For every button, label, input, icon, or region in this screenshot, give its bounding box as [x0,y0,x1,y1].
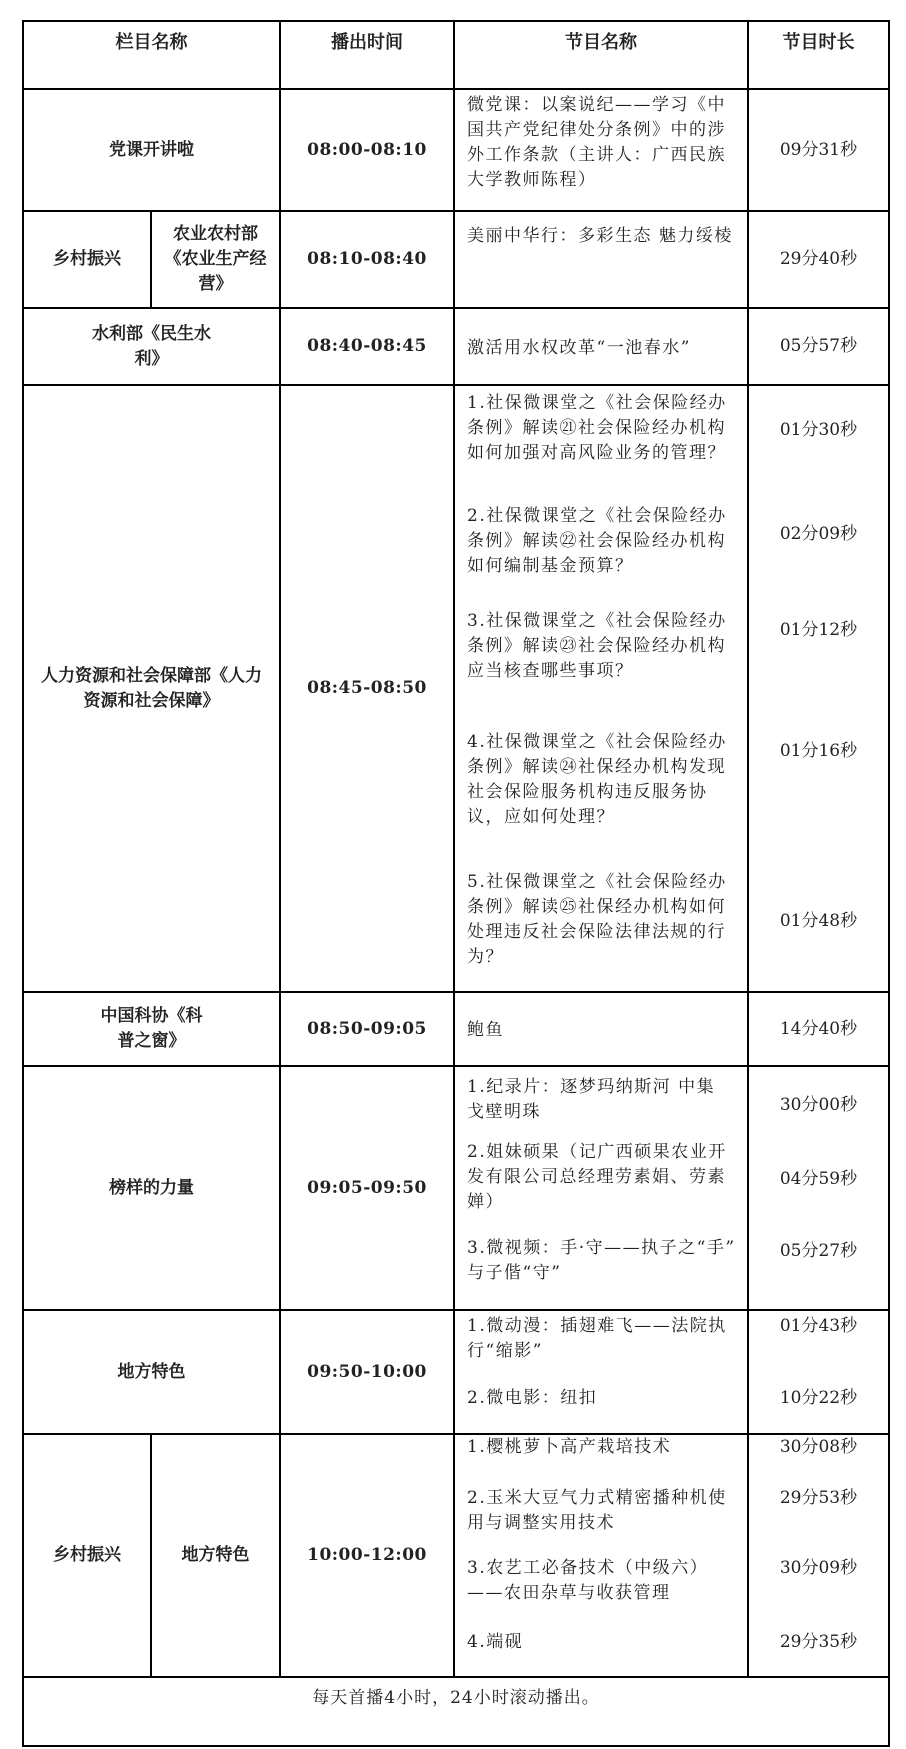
duration: 30分00秒 [779,1095,858,1115]
duration: 29分35秒 [779,1632,858,1652]
duration: 01分43秒 [779,1316,858,1336]
program-title: 鲍鱼 [467,1020,504,1040]
table-row [23,1434,889,1677]
sub-column-name: 农业农村部《农业生产经营》 [151,211,280,308]
table-row [23,992,889,1066]
program-item: 1.樱桃萝卜高产栽培技术 [467,1437,672,1457]
air-time: 10:00-12:00 [280,1434,454,1677]
duration: 05分27秒 [779,1241,858,1261]
column-name: 地方特色 [23,1310,280,1434]
header-column: 栏目名称 [23,21,280,89]
program-item: 2.微电影：纽扣 [467,1388,598,1408]
duration: 10分22秒 [779,1388,858,1408]
duration: 01分30秒 [779,420,858,440]
duration: 04分59秒 [779,1169,858,1189]
program-cell [454,1434,748,1677]
duration: 30分08秒 [779,1437,858,1457]
program-title: 美丽中华行：多彩生态 魅力绥棱 [467,226,733,246]
sub-column-name: 地方特色 [151,1434,280,1677]
column-name: 乡村振兴 [23,211,151,308]
program-item: 3.社保微课堂之《社会保险经办条例》解读㉓社会保险经办机构应当核查哪些事项？ [467,611,727,681]
duration: 29分53秒 [779,1488,858,1508]
program-cell [454,89,748,211]
duration: 09分31秒 [748,89,889,211]
air-time: 09:05-09:50 [280,1066,454,1310]
schedule-table [22,20,890,1747]
duration: 14分40秒 [748,992,889,1066]
program-item: 1.微动漫：插翅难飞——法院执行“缩影” [467,1316,727,1361]
column-name: 中国科协《科普之窗》 [23,992,280,1066]
duration: 05分57秒 [748,308,889,385]
program-item: 3.农艺工必备技术（中级六）——农田杂草与收获管理 [467,1558,709,1603]
duration: 01分48秒 [779,911,858,931]
duration: 02分09秒 [779,524,858,544]
program-cell [454,1066,748,1310]
program-item: 2.玉米大豆气力式精密播种机使用与调整实用技术 [467,1488,727,1533]
column-name: 乡村振兴 [23,1434,151,1677]
program-item: 2.姐妹硕果（记广西硕果农业开发有限公司总经理劳素娟、劳素婵） [467,1142,727,1212]
program-cell [454,992,748,1066]
program-title: 激活用水权改革“一池春水” [467,337,691,358]
program-item: 1.社保微课堂之《社会保险经办条例》解读㉑社会保险经办机构如何加强对高风险业务的管理？ [467,393,727,463]
header-time: 播出时间 [280,21,454,89]
table-row [23,1066,889,1310]
header-program: 节目名称 [454,21,748,89]
duration: 30分09秒 [779,1558,858,1578]
program-item: 4.端砚 [467,1632,524,1652]
air-time: 08:45-08:50 [280,385,454,992]
table-row [23,308,889,385]
program-cell [454,308,748,385]
air-time: 08:00-08:10 [280,89,454,211]
program-cell [454,211,748,308]
air-time: 08:50-09:05 [280,992,454,1066]
program-item: 1.纪录片：逐梦玛纳斯河 中集 戈壁明珠 [467,1077,716,1122]
program-item: 2.社保微课堂之《社会保险经办条例》解读㉒社会保险经办机构如何编制基金预算？ [467,506,727,576]
header-row [23,21,889,89]
duration: 29分40秒 [748,211,889,308]
footer-row [23,1677,889,1746]
duration-cell [748,385,889,992]
air-time: 08:40-08:45 [280,308,454,385]
program-cell [454,385,748,992]
table-row [23,385,889,992]
duration: 01分16秒 [779,741,858,761]
duration-cell [748,1066,889,1310]
duration-cell [748,1310,889,1434]
footer-note: 每天首播4小时，24小时滚动播出。 [23,1677,889,1746]
header-duration: 节目时长 [748,21,889,89]
table-row [23,211,889,308]
air-time: 08:10-08:40 [280,211,454,308]
duration-cell [748,1434,889,1677]
program-item: 5.社保微课堂之《社会保险经办条例》解读㉕社保经办机构如何处理违反社会保险法律法规的行为？ [467,872,727,967]
air-time: 09:50-10:00 [280,1310,454,1434]
program-title: 微党课：以案说纪——学习《中国共产党纪律处分条例》中的涉外工作条款（主讲人：广西民族大学教师陈程） [467,95,726,190]
column-name: 党课开讲啦 [23,89,280,211]
duration: 01分12秒 [779,620,858,640]
column-name: 人力资源和社会保障部《人力资源和社会保障》 [23,385,280,992]
table-row [23,1310,889,1434]
program-item: 3.微视频：手·守——执子之“手” 与子偕“守” [467,1238,736,1283]
program-cell [454,1310,748,1434]
column-name: 水利部《民生水利》 [23,308,280,385]
table-row [23,89,889,211]
column-name: 榜样的力量 [23,1066,280,1310]
program-item: 4.社保微课堂之《社会保险经办条例》解读㉔社保经办机构发现社会保险服务机构违反服务协议，应如何处理？ [467,732,727,827]
